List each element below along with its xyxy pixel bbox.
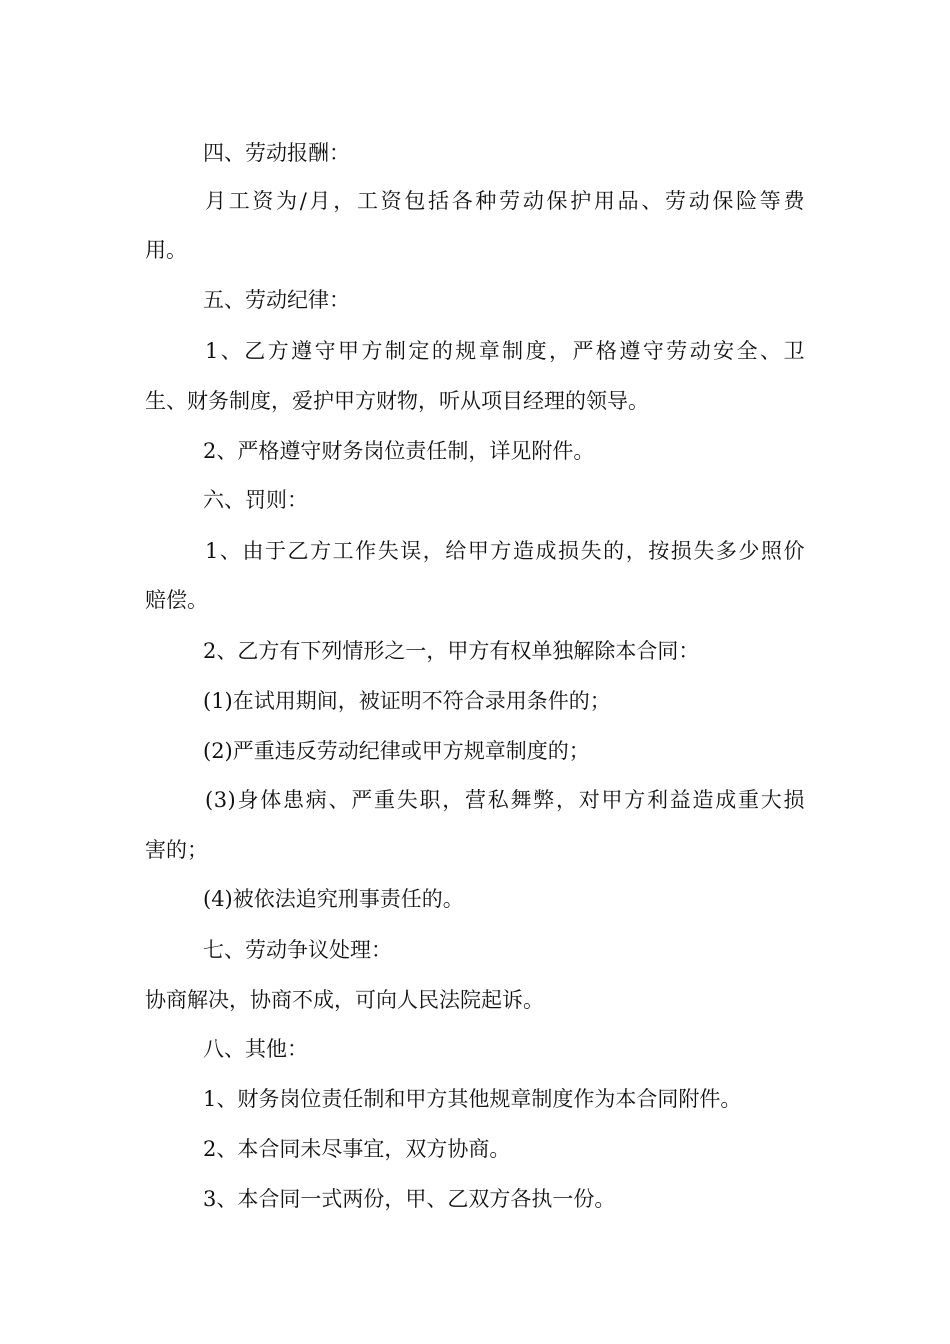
paragraph-line: 1、乙方遵守甲方制定的规章制度，严格遵守劳动安全、卫: [205, 339, 805, 363]
section-heading-disputes: 七、劳动争议处理：: [203, 938, 392, 962]
paragraph-line: 1、财务岗位责任制和甲方其他规章制度作为本合同附件。: [203, 1087, 742, 1111]
section-heading-discipline: 五、劳动纪律：: [203, 288, 350, 312]
section-heading-penalties: 六、罚则：: [203, 488, 308, 512]
paragraph-line: 用。: [145, 238, 187, 262]
paragraph-line: 2、本合同未尽事宜，双方协商。: [203, 1137, 511, 1161]
list-item: (1)在试用期间，被证明不符合录用条件的；: [203, 689, 611, 713]
paragraph-line: 2、乙方有下列情形之一，甲方有权单独解除本合同：: [203, 639, 700, 663]
paragraph-line: 生、财务制度，爱护甲方财物，听从项目经理的领导。: [145, 389, 649, 413]
paragraph-line: 月工资为/月，工资包括各种劳动保护用品、劳动保险等费: [205, 189, 805, 213]
paragraph-line: 2、严格遵守财务岗位责任制，详见附件。: [203, 439, 595, 463]
paragraph-line: 协商解决，协商不成，可向人民法院起诉。: [145, 988, 544, 1012]
section-heading-other: 八、其他：: [203, 1037, 308, 1061]
paragraph-line: 赔偿。: [145, 588, 208, 612]
paragraph-line: 害的；: [145, 838, 208, 862]
paragraph-line: 3、本合同一式两份，甲、乙双方各执一份。: [203, 1187, 616, 1211]
list-item: (2)严重违反劳动纪律或甲方规章制度的；: [203, 739, 590, 763]
list-item: (3)身体患病、严重失职，营私舞弊，对甲方利益造成重大损: [205, 788, 805, 812]
list-item: (4)被依法追究刑事责任的。: [203, 887, 464, 911]
paragraph-line: 1、由于乙方工作失误，给甲方造成损失的，按损失多少照价: [205, 539, 805, 563]
section-heading-remuneration: 四、劳动报酬：: [203, 141, 350, 165]
